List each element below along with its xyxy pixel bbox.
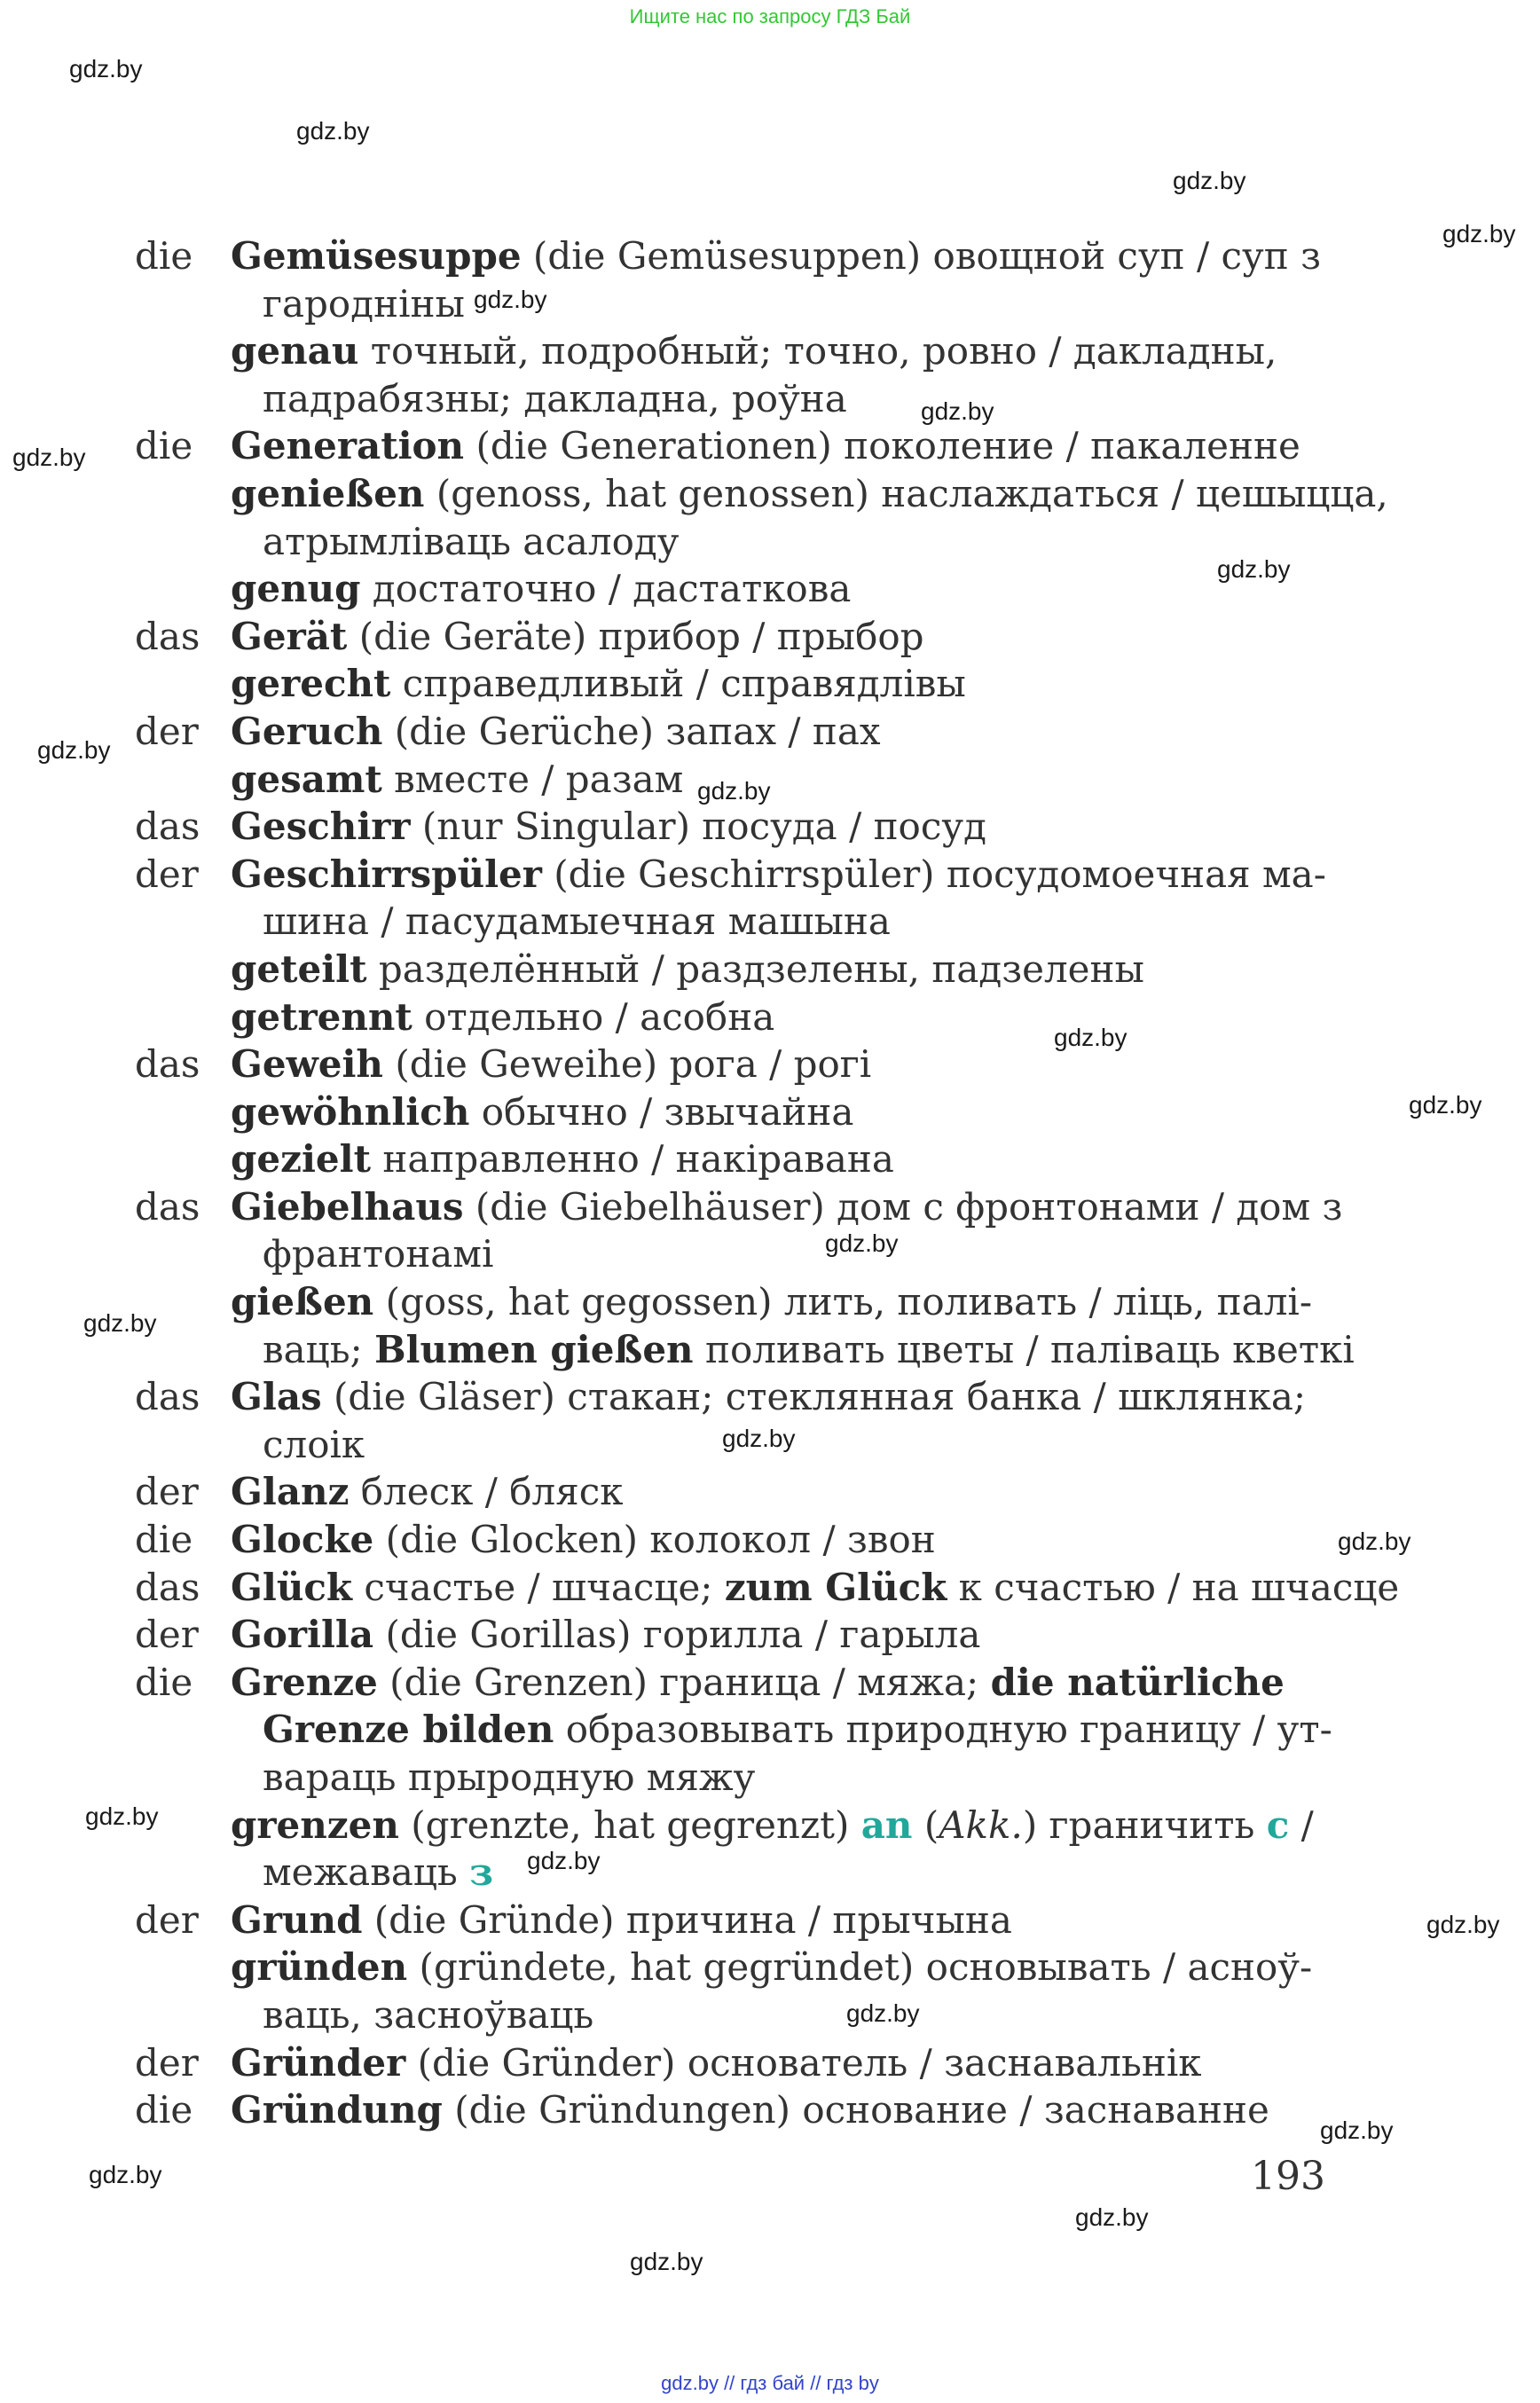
entry-headword: Gorilla [231, 1613, 374, 1657]
entry-article: der [135, 1470, 199, 1514]
entry-headword: Grenze [231, 1660, 378, 1704]
entry-text: межаваць [263, 1850, 470, 1895]
entry-headword: gründen [231, 1945, 408, 1990]
entry-text: (nur Singular) посуда / посуд [410, 805, 986, 849]
entry-article: der [135, 1897, 199, 1942]
entry-text: блеск / бляск [349, 1470, 624, 1514]
entry-headline [231, 1041, 1324, 1088]
entry-headline [231, 1659, 1324, 1707]
entry-text: (genoss, hat genossen) наслаждаться / цешыцца, [424, 471, 1388, 515]
entry-article: die [135, 234, 193, 278]
watermark: gdz.by [825, 1229, 899, 1257]
entry-text: (die Gerüche) запах / пах [382, 709, 881, 753]
entry-article: das [135, 1565, 200, 1609]
entry-text: (die Gründungen) основание / заснаванне [442, 2088, 1269, 2132]
watermark: gdz.by [69, 55, 143, 82]
entry-headline [231, 1468, 1324, 1516]
entry-text: (grenzte, hat gegrenzt) [398, 1802, 861, 1847]
entry-continuation [231, 1991, 1324, 2039]
dictionary-entry [135, 613, 1324, 661]
entry-headline [231, 1944, 1324, 1991]
watermark: gdz.by [12, 444, 86, 471]
dictionary-entry [135, 1041, 1324, 1088]
entry-headline [231, 1802, 1324, 1849]
dictionary-entry [135, 1564, 1400, 1612]
watermark: gdz.by [1054, 1024, 1128, 1051]
dictionary-entry [135, 422, 1324, 470]
entry-headline [231, 803, 1324, 851]
entry-headline [231, 1278, 1324, 1326]
entry-headword: genug [231, 567, 361, 611]
entry-headword: gießen [231, 1280, 374, 1324]
watermark: gdz.by [296, 117, 370, 145]
dictionary-entry [135, 565, 1324, 613]
entry-headline [231, 708, 1324, 756]
top-banner[interactable]: Ищите нас по запросу ГДЗ Бай [629, 5, 911, 27]
entry-headword: gezielt [231, 1137, 371, 1182]
entry-headline [231, 1896, 1324, 1944]
entry-text: (die Geräte) прибор / прыбор [347, 614, 924, 658]
watermark: gdz.by [85, 1802, 159, 1830]
dictionary-entry [135, 1183, 1343, 1278]
entry-text: (die Gläser) стакан; стеклянная банка / шклянка; [321, 1375, 1307, 1419]
entry-article: das [135, 1184, 200, 1229]
entry-headword: gesamt [231, 757, 382, 801]
watermark: gdz.by [846, 1999, 920, 2027]
entry-article: der [135, 1613, 199, 1657]
entry-text: падрабязны; дакладна, роўна [263, 376, 847, 420]
dictionary-entry [135, 993, 1324, 1041]
entry-text: (gründete, hat gegründet) основывать / асноў- [407, 1945, 1313, 1990]
watermark: gdz.by [921, 397, 994, 425]
entry-headline [231, 946, 1324, 993]
entry-text: образовывать природную границу / ут- [554, 1708, 1332, 1752]
entry-continuation [231, 375, 1324, 423]
entry-headline [231, 470, 1388, 518]
entry-text: слоік [263, 1422, 365, 1466]
watermark: gdz.by [1320, 2116, 1394, 2144]
entry-text: (die Generationen) поколение / пакаленне [464, 424, 1300, 468]
dictionary-entry [135, 756, 1324, 804]
entry-headword: Glanz [231, 1470, 350, 1514]
entry-headword: gewöhnlich [231, 1089, 470, 1134]
entry-headline [231, 660, 1324, 708]
watermark: gdz.by [722, 1425, 796, 1452]
entry-article: die [135, 424, 193, 468]
dictionary-entry [135, 803, 1324, 851]
entry-continuation [231, 1754, 1324, 1802]
entry-headword: Blumen gießen [374, 1327, 694, 1371]
preposition-highlight: з [469, 1850, 493, 1895]
watermark: gdz.by [474, 286, 547, 313]
entry-headword: getrennt [231, 994, 412, 1039]
entry-text: ваць; [263, 1327, 375, 1371]
entry-continuation [231, 1849, 1324, 1896]
entry-text: / [1289, 1802, 1314, 1847]
preposition-highlight: с [1266, 1802, 1290, 1847]
entry-headline [231, 565, 1324, 613]
entry-headword: Glocke [231, 1518, 374, 1562]
entry-text: атрымліваць асалоду [263, 519, 680, 563]
entry-text: (die Gründer) основатель / заснавальнік [405, 2040, 1202, 2085]
watermark: gdz.by [89, 2161, 162, 2188]
entry-headword: gerecht [231, 662, 391, 706]
entry-headword: Geschirr [231, 805, 411, 849]
entry-text: обычно / звычайна [469, 1089, 854, 1134]
dictionary-entry [135, 1135, 1324, 1183]
entry-headline [231, 1516, 1324, 1564]
entry-headword: die natürliche [990, 1660, 1285, 1704]
entry-headline [231, 327, 1324, 375]
dictionary-entry [135, 1088, 1324, 1136]
watermark: gdz.by [1442, 220, 1516, 247]
entry-text: счастье / шчасце; [352, 1565, 725, 1609]
entry-headword: genau [231, 329, 359, 373]
entry-text: вараць прыродную мяжу [263, 1755, 756, 1799]
entry-continuation [231, 1421, 1324, 1469]
entry-headword: Geschirrspüler [231, 852, 542, 896]
entry-text: вместе / разам [381, 757, 684, 801]
entry-article: der [135, 2040, 199, 2085]
entry-text: франтонамі [263, 1232, 494, 1276]
dictionary-entry [135, 851, 1324, 946]
watermark: gdz.by [1217, 555, 1291, 583]
page-number: 193 [1251, 2154, 1325, 2199]
entry-text: точный, подробный; точно, ровно / дакладны, [358, 329, 1277, 373]
dictionary-entry [135, 1896, 1324, 1944]
dictionary-entry [135, 660, 1324, 708]
entry-headword: Giebelhaus [231, 1184, 464, 1229]
entry-headword: Geruch [231, 709, 383, 753]
entry-text: ) граничить [1022, 1802, 1267, 1847]
entry-headword: genießen [231, 471, 425, 515]
entry-headline [231, 613, 1324, 661]
entry-article: das [135, 805, 200, 849]
entry-headline [231, 1564, 1400, 1612]
entry-text: (die Grenzen) граница / мяжа; [377, 1660, 991, 1704]
entry-headword: Generation [231, 424, 465, 468]
entry-text: (die Gemüsesuppen) овощной суп / суп з [521, 234, 1321, 278]
entry-text: ( [912, 1802, 939, 1847]
entry-headword: Grenze bilden [263, 1708, 554, 1752]
entry-headword: grenzen [231, 1802, 399, 1847]
entry-headline [231, 1373, 1324, 1421]
entry-text: достаточно / дастаткова [360, 567, 852, 611]
entry-headline [231, 1611, 1324, 1659]
footer-links[interactable]: gdz.by // гдз бай // гдз by [661, 2372, 879, 2394]
entry-continuation [231, 1706, 1332, 1754]
entry-text: разделённый / раздзелены, падзелены [366, 946, 1144, 991]
entry-article: die [135, 1518, 193, 1562]
entry-text: отдельно / асобна [412, 994, 775, 1039]
watermark: gdz.by [1409, 1091, 1482, 1119]
entry-text: гародніны [263, 281, 465, 326]
entry-text: (die Glocken) колокол / звон [373, 1518, 936, 1562]
entry-headline [231, 756, 1324, 804]
watermark: gdz.by [697, 777, 771, 805]
dictionary-entry [135, 1468, 1324, 1516]
entry-headword: geteilt [231, 946, 367, 991]
entry-headline [231, 1183, 1343, 1231]
entry-text: (die Geweihe) рога / рогі [382, 1042, 872, 1087]
entry-article: das [135, 614, 200, 658]
dictionary-entry [135, 1944, 1324, 2038]
watermark: gdz.by [630, 2248, 703, 2275]
entry-article: der [135, 709, 199, 753]
entry-article: die [135, 1660, 193, 1704]
entry-headline [231, 422, 1324, 470]
entry-article: das [135, 1042, 200, 1087]
watermark: gdz.by [37, 736, 111, 764]
dictionary-entry [135, 708, 1324, 756]
dictionary-entry [135, 327, 1324, 422]
dictionary-entry [135, 2039, 1324, 2087]
entry-continuation [231, 280, 1324, 328]
entry-text: (goss, hat gegossen) лить, поливать / ліць, палі- [373, 1280, 1313, 1324]
entry-headword: Gründung [231, 2088, 443, 2132]
entry-text: (die Gorillas) горилла / гарыла [373, 1613, 981, 1657]
dictionary-entry [135, 1659, 1332, 1802]
entry-continuation [231, 1326, 1355, 1374]
preposition-highlight: an [860, 1802, 913, 1847]
entry-text: справедливый / справядлівы [390, 662, 966, 706]
entry-headword: zum Glück [724, 1565, 947, 1609]
watermark: gdz.by [83, 1309, 157, 1337]
entry-headword: Gerät [231, 614, 348, 658]
entry-headline [231, 232, 1324, 280]
entry-headline [231, 2086, 1324, 2134]
entry-headword: Gemüsesuppe [231, 234, 522, 278]
entry-headline [231, 993, 1324, 1041]
entry-text: к счастью / на шчасце [947, 1565, 1400, 1609]
watermark: gdz.by [1426, 1911, 1500, 1938]
entry-headline [231, 851, 1324, 899]
dictionary-entry [135, 1373, 1324, 1468]
entry-text: поливать цветы / паліваць кветкі [693, 1327, 1355, 1371]
entry-headword: Geweih [231, 1042, 383, 1087]
entry-article: der [135, 852, 199, 896]
entry-headline [231, 1135, 1324, 1183]
dictionary-entry [135, 1802, 1324, 1896]
entry-headword: Glas [231, 1375, 322, 1419]
entry-text: ваць, засноўваць [263, 1992, 594, 2037]
entry-continuation [231, 518, 1324, 566]
entry-text: шина / пасудамыечная машына [263, 899, 891, 944]
dictionary-entry [135, 2086, 1324, 2134]
entry-headline [231, 1088, 1324, 1136]
entry-text: (die Geschirrspüler) посудомоечная ма- [541, 852, 1326, 896]
entry-headword: Grund [231, 1897, 363, 1942]
entry-article: die [135, 2088, 193, 2132]
watermark: gdz.by [527, 1847, 601, 1874]
entry-headword: Glück [231, 1565, 353, 1609]
grammar-case: Akk. [939, 1802, 1023, 1847]
entry-headword: Gründer [231, 2040, 406, 2085]
entry-continuation [231, 898, 1324, 946]
watermark: gdz.by [1338, 1527, 1411, 1555]
entry-continuation [231, 1230, 1324, 1278]
entry-headline [231, 2039, 1324, 2087]
entry-text: направленно / накіравана [370, 1137, 894, 1182]
entry-text: (die Giebelhäuser) дом с фронтонами / дом з [463, 1184, 1343, 1229]
dictionary-entry [135, 1278, 1355, 1373]
dictionary-entry [135, 470, 1388, 565]
entry-article: das [135, 1375, 200, 1419]
watermark: gdz.by [1173, 167, 1246, 194]
dictionary-entry [135, 232, 1324, 327]
watermark: gdz.by [1075, 2203, 1149, 2231]
entry-text: (die Gründe) причина / прычына [362, 1897, 1012, 1942]
dictionary-entry [135, 1516, 1324, 1564]
dictionary-entry [135, 946, 1324, 993]
dictionary-entry [135, 1611, 1324, 1659]
